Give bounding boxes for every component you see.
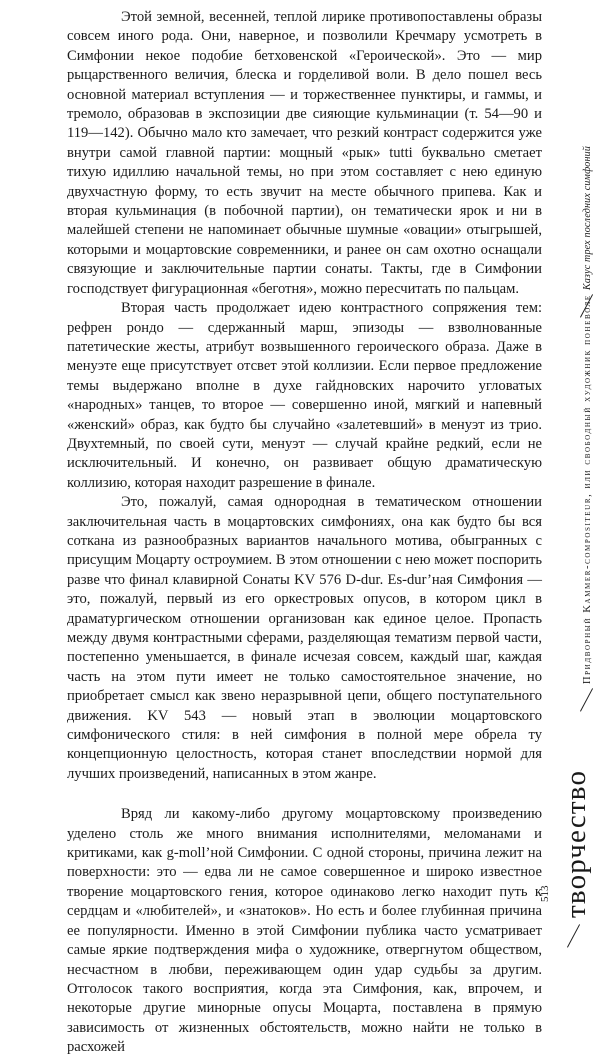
paragraph-1: Этой земной, весенней, теплой лирике противопоставлены образы совсем иного рода. Они, наверное, и позволили Кречмару усмотреть в Симфонии некое подобие бетховенской «Героической». Это — мир рыцарственного величия, блеска и горделивой воли. В дело пошел весь основной материал вступления — и торжественнее пунктиры, и гаммы, и тремоло, образовав в экспозиции две сияющие кульминации (т. 54—90 и 119—142). Обычно мало кто замечает, что резкий контраст содержится уже внутри самой главной партии: мощный «рык» tutti буквально сметает тихую идиллию начальной темы, но при этом составляет с нею единую двухчастную форму, то есть звучит на месте обычного припева. Как и вторая кульминация (в побочной партии), он тематически ярок и ни в малейшей степени не напоминает обычные шумные «овации» отыгрышей, которыми и моцартовские современники, и ранее он сам охотно оснащали связующие и заключительные партии сонаты. Такты, где в Симфонии господствует фигурационная «беготня», можно пересчитать по пальцам. bbox=[67, 9, 542, 297]
body-text bbox=[67, 8, 542, 1058]
paragraph-4: Вряд ли какому-либо другому моцартовскому произведению уделено столь же много внимания исполнителями, меломанами и критиками, как g-moll’ной Симфонии. С одной стороны, причина лежит на поверхности: это — едва ли не самое совершенное и широко известное творение моцартовского гения, которое одинаково легко находит путь к сердцам и «любителей», и «знатоков». Но есть и более глубинная причина ее популярности. Именно в этой Симфонии публика часто усматривает самые яркие подтверждения мифа о художнике, отвергнутом обществом, несчастном в любви, переживающем один удар судьбы за другим. Отголосок такого восприятия, когда эта Симфония, как, впрочем, и некоторые другие минорные опусы Моцарта, поставлена в прямую зависимость от жизненных обстоятельств, можно найти не только в расхожей bbox=[67, 806, 542, 1056]
paragraph-3: Это, пожалуй, самая однородная в тематическом отношении заключительная часть в моцартовских симфониях, она как будто бы вся соткана из разнообразных вариантов начального мотива, обыгранных с присущим Моцарту остроумием. В этом отношении с нею может поспорить разве что финал клавирной Сонаты KV 576 D-dur. Es-dur’ная Симфония — это, пожалуй, первый из его оркестровых опусов, в котором цикл в драматургическом отношении организован как единое целое. Пропасть между двумя контрастными сферами, разделяющая тематизм первой части, постепенно уменьшается, в финале исчезая совсем, каждый шаг, каждая часть на этом пути имеет не только самостоятельное значение, но приобретает смысл как звено неразрывной цепи, общего поступательного движения. KV 543 — новый этап в эволюции моцартовского симфонического стиля: в ней симфония в полной мере обрела ту концепционную целостность, которая станет впоследствии нормой для лучших произведений, написанных в этом жанре. bbox=[67, 494, 542, 782]
section-title: творчество bbox=[560, 769, 592, 918]
page-number: 513 bbox=[539, 885, 551, 902]
series-title: Придворный Kammer-compositeur, или свободный художник поневоле bbox=[582, 294, 593, 684]
paragraph-2: Вторая часть продолжает идею контрастного сопряжения тем: рефрен рондо — сдержанный марш, эпизоды — взволнованные патетические жесты, атрибут возвышенного героического образа. Даже в менуэте еще присутствует отсвет этой коллизии. Если первое предложение темы выдержано вполне в духе гайдновских нарочито угловатых «народных» танцев, то второе — совершенно иной, мягкий и напевный «женский» образ, как будто бы случайно «залетевший» в менуэт из трио. Двухтемный, по своей сути, менуэт — случай крайне редкий, если не исключительный. И конечно, он развивает общую драматическую коллизию, которая находит разрешение в финале. bbox=[67, 300, 542, 491]
running-head: Казус трех последних симфоний bbox=[582, 145, 593, 290]
